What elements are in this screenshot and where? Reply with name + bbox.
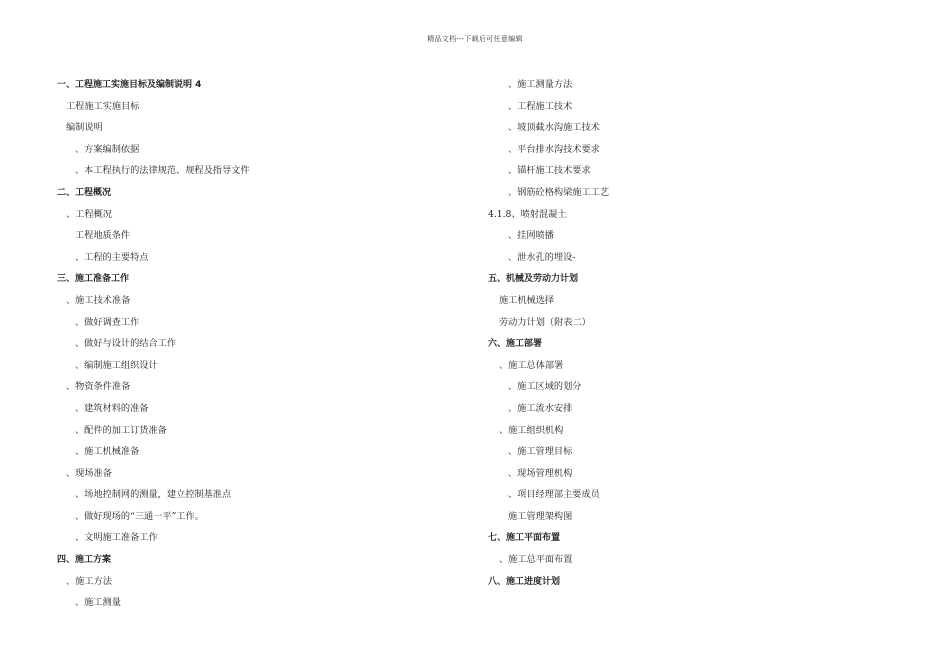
toc-item[interactable]: 工程地质条件 <box>75 230 131 242</box>
toc-item[interactable]: 、施工组织机构 <box>499 424 564 436</box>
toc-item[interactable]: 、做好调查工作 <box>75 316 140 328</box>
toc-item[interactable]: 、坡顶截水沟施工技术 <box>508 122 600 134</box>
toc-item[interactable]: 、现场准备 <box>66 467 112 479</box>
toc-item[interactable]: 4.1.8、喷射混凝土 <box>488 208 567 220</box>
toc-item[interactable]: 、施工机械准备 <box>75 446 140 458</box>
toc-item[interactable]: 劳动力计划（附表二） <box>499 316 591 328</box>
toc-item[interactable]: 、编制施工组织设计 <box>75 359 158 371</box>
toc-item[interactable]: 八、施工进度计划 <box>488 576 561 587</box>
toc-item[interactable]: 、泄水孔的埋设- <box>508 251 576 263</box>
toc-item[interactable]: 七、施工平面布置 <box>488 533 561 544</box>
toc-item[interactable]: 、物资条件准备 <box>66 381 131 393</box>
toc-item[interactable]: 六、施工部署 <box>488 339 543 350</box>
toc-item[interactable]: 工程施工实施目标 <box>66 100 140 112</box>
toc-item[interactable]: 、施工方法 <box>66 575 112 587</box>
toc-item[interactable]: 、项目经理部主要成员 <box>508 489 600 501</box>
toc-item[interactable]: 施工管理架构图 <box>508 510 573 522</box>
toc-item[interactable]: 、施工流水安排 <box>508 402 573 414</box>
toc-item[interactable]: 三、施工准备工作 <box>57 274 130 285</box>
toc-item[interactable]: 、场地控制网的测量，建立控制基准点 <box>75 489 232 501</box>
toc-item[interactable]: 一、工程施工实施目标及编制说明 4 <box>57 80 202 90</box>
toc-item[interactable]: 二、工程概况 <box>57 187 112 198</box>
toc-item[interactable]: 、配件的加工订货准备 <box>75 424 167 436</box>
toc-item[interactable]: 、文明施工准备工作 <box>75 532 158 544</box>
toc-item[interactable]: 、施工测量 <box>75 597 121 609</box>
toc-item[interactable]: 、工程的主要特点 <box>75 251 149 263</box>
toc-item[interactable]: 、做好现场的“三通一平”工作。 <box>75 510 204 522</box>
toc-item[interactable]: 编制说明 <box>66 122 103 134</box>
toc-left-column <box>57 78 457 618</box>
toc-item[interactable]: 四、施工方案 <box>57 555 112 566</box>
toc-item[interactable]: 、工程施工技术 <box>508 100 573 112</box>
toc-item[interactable]: 、施工技术准备 <box>66 294 131 306</box>
toc-item[interactable]: 施工机械选择 <box>499 294 555 306</box>
toc-item[interactable]: 、挂网喷播 <box>508 230 554 242</box>
toc-item[interactable]: 、本工程执行的法律规范、规程及指导文件 <box>75 165 250 177</box>
toc-item[interactable]: 、施工管理目标 <box>508 446 573 458</box>
toc-item[interactable]: 、现场管理机构 <box>508 467 573 479</box>
toc-right-column <box>488 78 908 596</box>
toc-item[interactable]: 、钢筋砼格构梁施工工艺 <box>508 186 610 198</box>
toc-item[interactable]: 、施工总平面布置 <box>499 554 573 566</box>
toc-item[interactable]: 、施工区域的划分 <box>508 381 582 393</box>
page-header: 精品文档---下载后可任意编辑 <box>427 35 523 43</box>
toc-item[interactable]: 五、机械及劳动力计划 <box>488 274 579 285</box>
toc-item[interactable]: 、建筑材料的准备 <box>75 402 149 414</box>
toc-item[interactable]: 、方案编制依据 <box>75 143 140 155</box>
toc-item[interactable]: 、工程概况 <box>66 208 112 220</box>
toc-item[interactable]: 、施工测量方法 <box>508 79 573 90</box>
toc-item[interactable]: 、锚杆施工技术要求 <box>508 165 591 177</box>
toc-item[interactable]: 、平台排水沟技术要求 <box>508 143 600 155</box>
toc-item[interactable]: 、施工总体部署 <box>499 359 564 371</box>
toc-item[interactable]: 、做好与设计的结合工作 <box>75 338 177 350</box>
